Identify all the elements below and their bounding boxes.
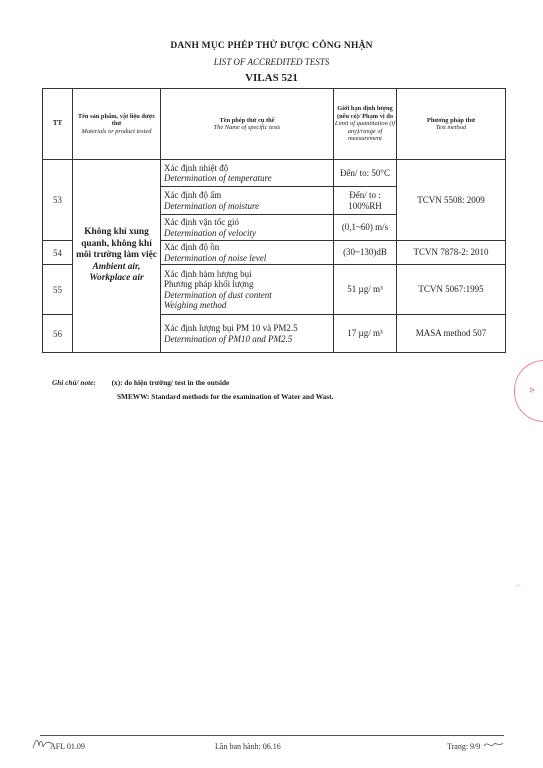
table-header-row	[43, 89, 506, 160]
test-name	[161, 187, 334, 215]
test-method: TCVN 7878-2: 2010	[397, 241, 506, 265]
material-en: Ambient air, Workplace air	[89, 261, 144, 284]
material-cell	[73, 160, 161, 353]
test-name-vi: Xác định lượng bụi PM 10 và PM2.5	[164, 323, 298, 333]
test-name-en: Determination of PM10 and PM2.5	[164, 333, 293, 344]
test-name	[161, 160, 334, 187]
vilas-code: VILAS 521	[245, 72, 298, 84]
col-method-en: Test method	[435, 124, 467, 131]
test-name	[161, 241, 334, 265]
title-en: LIST OF ACCREDITED TESTS	[213, 57, 330, 67]
row-number: 54	[43, 241, 73, 265]
limit-value: Đến/ to : 100%RH	[334, 187, 397, 215]
note-x: (x): do hiện trường/ test in the outside	[111, 378, 230, 387]
red-stamp-mark: ⁂	[514, 360, 543, 422]
test-name	[161, 215, 334, 241]
col-test-name-vi: Tên phép thử cụ thể	[219, 116, 275, 124]
pen-mark-icon: ⌐	[515, 580, 521, 590]
row-number: 55	[43, 265, 73, 315]
test-method: MASA method 507	[397, 315, 506, 353]
note-smeww: SMEWW: Standard methods for the examination of Water and Wast.	[117, 392, 334, 401]
limit-value: (30~130)dB	[334, 241, 397, 265]
test-name-en-2: Weighing method	[164, 300, 227, 310]
col-method-vi: Phương pháp thử	[426, 116, 476, 124]
table-row	[43, 160, 506, 187]
col-material-vi: Tên sản phẩm, vật liệu được thử	[77, 112, 156, 128]
col-material-en: Materials or product tested	[81, 127, 152, 135]
test-name-en: Determination of temperature	[164, 173, 272, 183]
col-method	[397, 89, 506, 160]
col-limit-vi: Giới hạn định lượng (nếu có)/ Phạm vi đo	[336, 105, 394, 120]
col-test-name-en: The Name of specific tests	[213, 124, 281, 131]
test-name-vi: Xác định độ ồn	[164, 242, 220, 252]
test-name-vi: Xác định vận tốc gió	[164, 217, 239, 227]
test-name-vi: Xác định hàm lượng bụi	[164, 268, 252, 279]
test-name	[161, 315, 334, 353]
issue-number: Lần ban hành: 06.16	[215, 742, 281, 751]
test-name	[161, 265, 334, 315]
page-initials-icon	[482, 738, 504, 750]
page-number: Trang: 9/9	[447, 742, 481, 751]
test-method: TCVN 5508: 2009	[397, 160, 506, 241]
test-name-en: Determination of velocity	[164, 227, 256, 238]
accredited-tests-table	[42, 88, 506, 353]
test-name-vi: Xác định nhiệt độ	[164, 162, 229, 173]
test-name-vi: Xác định độ ẩm	[164, 190, 222, 200]
limit-value: 51 µg/ m³	[334, 265, 397, 315]
test-name-en: Determination of dust content	[164, 289, 272, 300]
form-code: AFL 01.09	[50, 742, 85, 751]
footer-divider	[40, 735, 504, 736]
material-vi: Không khí xung quanh, không khí môi trường làm việc	[76, 227, 157, 261]
col-limit-en: Limit of quantitation (if any)/range of measurement	[334, 120, 396, 143]
limit-value: Đến/ to: 50°C	[334, 160, 397, 187]
test-name-vi-2: Phương pháp khối lượng	[164, 279, 254, 289]
limit-value: (0,1~60) m/s	[334, 215, 397, 241]
col-test-name	[161, 89, 334, 160]
title-vi: DANH MỤC PHÉP THỬ ĐƯỢC CÔNG NHẬN	[170, 41, 373, 51]
col-limit	[334, 89, 397, 160]
limit-value: 17 µg/ m³	[334, 315, 397, 353]
test-name-en: Determination of noise level	[164, 252, 267, 263]
note-line	[52, 378, 229, 387]
test-name-en: Determination of moisture	[164, 200, 260, 211]
col-material	[73, 89, 161, 160]
col-tt: TT	[43, 89, 73, 160]
note-label: Ghi chú/ note:	[52, 378, 96, 387]
row-number: 53	[43, 160, 73, 241]
test-method: TCVN 5067:1995	[397, 265, 506, 315]
row-number: 56	[43, 315, 73, 353]
